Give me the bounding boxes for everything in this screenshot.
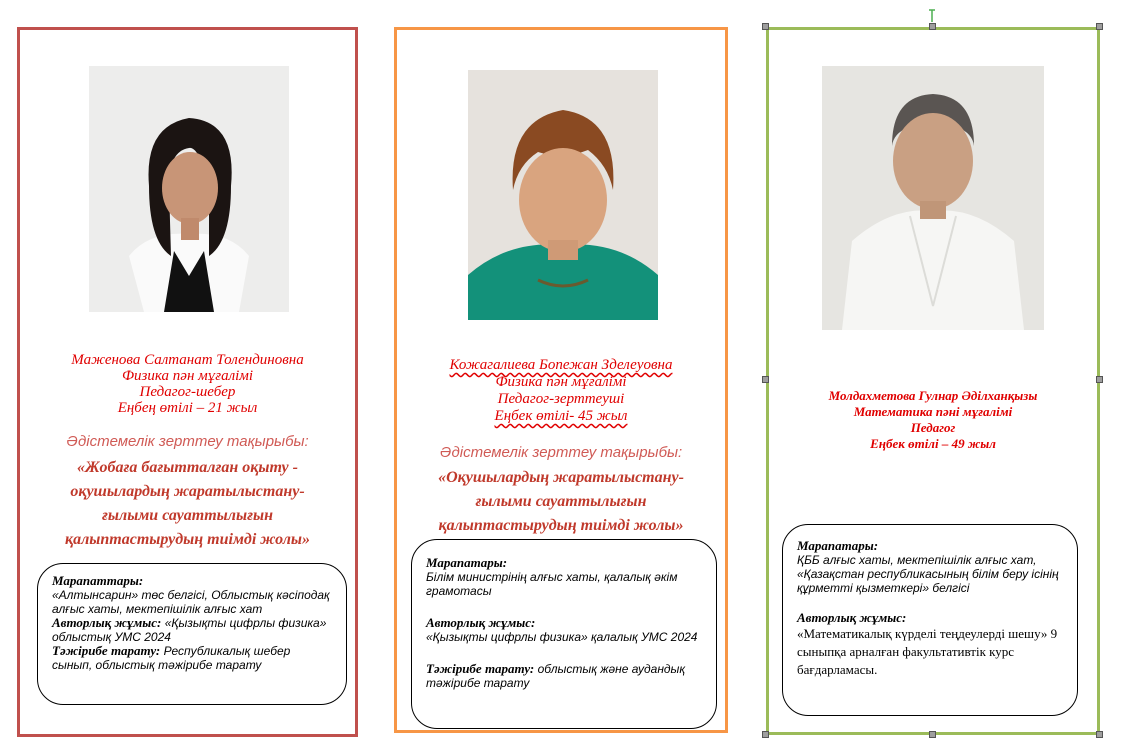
awards-text-2: Білім министрінің алғыс хаты, қалалық әкім грамотасы bbox=[426, 570, 678, 598]
author-text-1: «Қызықты цифрлы физика» облыстық УМС 2024 bbox=[52, 616, 327, 644]
topic-heading-2: Әдістемелік зерттеу тақырыбы: bbox=[439, 444, 683, 461]
dissemination-text-1: Республикалық шебер сынып, облыстық тәжірибе тарату bbox=[52, 644, 291, 672]
topic-line: «Оқушылардың жаратылыстану- bbox=[438, 469, 684, 486]
teacher-card-2 bbox=[394, 27, 728, 733]
dissemination-text-2: облыстық және аудандық тәжірибе тарату bbox=[426, 662, 686, 690]
dissemination-label-2: Тәжірибе тарату: bbox=[426, 661, 535, 676]
topic-line: ғылыми сауаттылығын bbox=[475, 493, 647, 510]
topic-line: қалыптастырудың тиімді жолы» bbox=[64, 531, 311, 548]
teacher-category-2: Педагог-зерттеуші bbox=[497, 391, 625, 407]
topic-heading-1: Әдістемелік зерттеу тақырыбы: bbox=[66, 433, 309, 450]
info-box-1 bbox=[37, 563, 347, 705]
teacher-name-1: Маженова Салтанат Толендиновна bbox=[71, 352, 304, 368]
awards-text-1: «Алтынсарин» төс белгісі, Облыстық кәсіподақ алғыс хаты, мектепішілік алғыс хат bbox=[52, 588, 330, 616]
topic-line: қалыптастырудың тиімді жолы» bbox=[438, 517, 684, 534]
teacher-subject-2: Физика пән мұғалімі bbox=[495, 374, 627, 390]
resize-handle-ne[interactable] bbox=[1096, 23, 1103, 30]
awards-label-1: Марапаттары: bbox=[52, 573, 144, 588]
author-label-2: Авторлық жұмыс: bbox=[426, 615, 536, 630]
teacher-name-3: Молдахметова Гулнар Әділханқызы bbox=[828, 388, 1038, 403]
resize-handle-se[interactable] bbox=[1096, 731, 1103, 738]
teacher-experience-2: Еңбек өтілі- 45 жыл bbox=[494, 408, 628, 424]
resize-handle-nw[interactable] bbox=[762, 23, 769, 30]
author-label-1: Авторлық жұмыс: bbox=[52, 615, 162, 630]
teacher-subject-3: Математика пәні мұғалімі bbox=[853, 404, 1013, 419]
topic-text-2 bbox=[397, 466, 725, 538]
awards-text-3: ҚББ алғыс хаты, мектепішілік алғыс хат, «Қазақстан республикасының білім беру ісінің құрметті қызметкері» белгісі bbox=[797, 553, 1059, 595]
topic-line: «Жобаға бағытталған оқыту - bbox=[77, 459, 298, 476]
teacher-category-3: Педагог bbox=[910, 420, 956, 435]
resize-handle-e[interactable] bbox=[1096, 376, 1103, 383]
info-box-3 bbox=[782, 524, 1078, 716]
awards-label-2: Марапатары: bbox=[426, 555, 508, 570]
teacher-card-1 bbox=[17, 27, 358, 737]
dissemination-label-1: Тәжірибе тарату: bbox=[52, 643, 161, 658]
resize-handle-sw[interactable] bbox=[762, 731, 769, 738]
teacher-category-1: Педагог-шебер bbox=[139, 384, 236, 400]
author-text-3: «Математикалық күрделі теңдеулерді шешу» 9 сыныпқа арналған факультативтік курс бағдарламасы. bbox=[797, 626, 1058, 677]
teacher-card-3 bbox=[766, 27, 1100, 735]
teacher-name-2: Кожагалиева Бопежан Зделеуовна bbox=[449, 357, 673, 373]
teacher-experience-3: Еңбек өтілі – 49 жыл bbox=[870, 436, 996, 451]
teacher-photo-2 bbox=[468, 70, 658, 320]
teacher-photo-3 bbox=[822, 66, 1044, 330]
teacher-photo-1 bbox=[89, 66, 289, 312]
author-text-2: «Қызықты цифрлы физика» қалалық УМС 2024 bbox=[426, 630, 698, 644]
awards-label-3: Марапатары: bbox=[797, 538, 879, 553]
rotate-handle-icon[interactable] bbox=[928, 8, 936, 22]
teacher-experience-1: Еңбең өтілі – 21 жыл bbox=[117, 400, 258, 416]
resize-handle-n[interactable] bbox=[929, 23, 936, 30]
topic-line: оқушылардың жаратылыстану- bbox=[70, 483, 305, 500]
topic-text-1 bbox=[20, 456, 355, 552]
resize-handle-s[interactable] bbox=[929, 731, 936, 738]
topic-line: ғылыми сауаттылығын bbox=[102, 507, 273, 524]
info-box-2 bbox=[411, 539, 717, 729]
resize-handle-w[interactable] bbox=[762, 376, 769, 383]
teacher-subject-1: Физика пән мұғалімі bbox=[121, 368, 254, 384]
author-label-3: Авторлық жұмыс: bbox=[797, 610, 907, 625]
